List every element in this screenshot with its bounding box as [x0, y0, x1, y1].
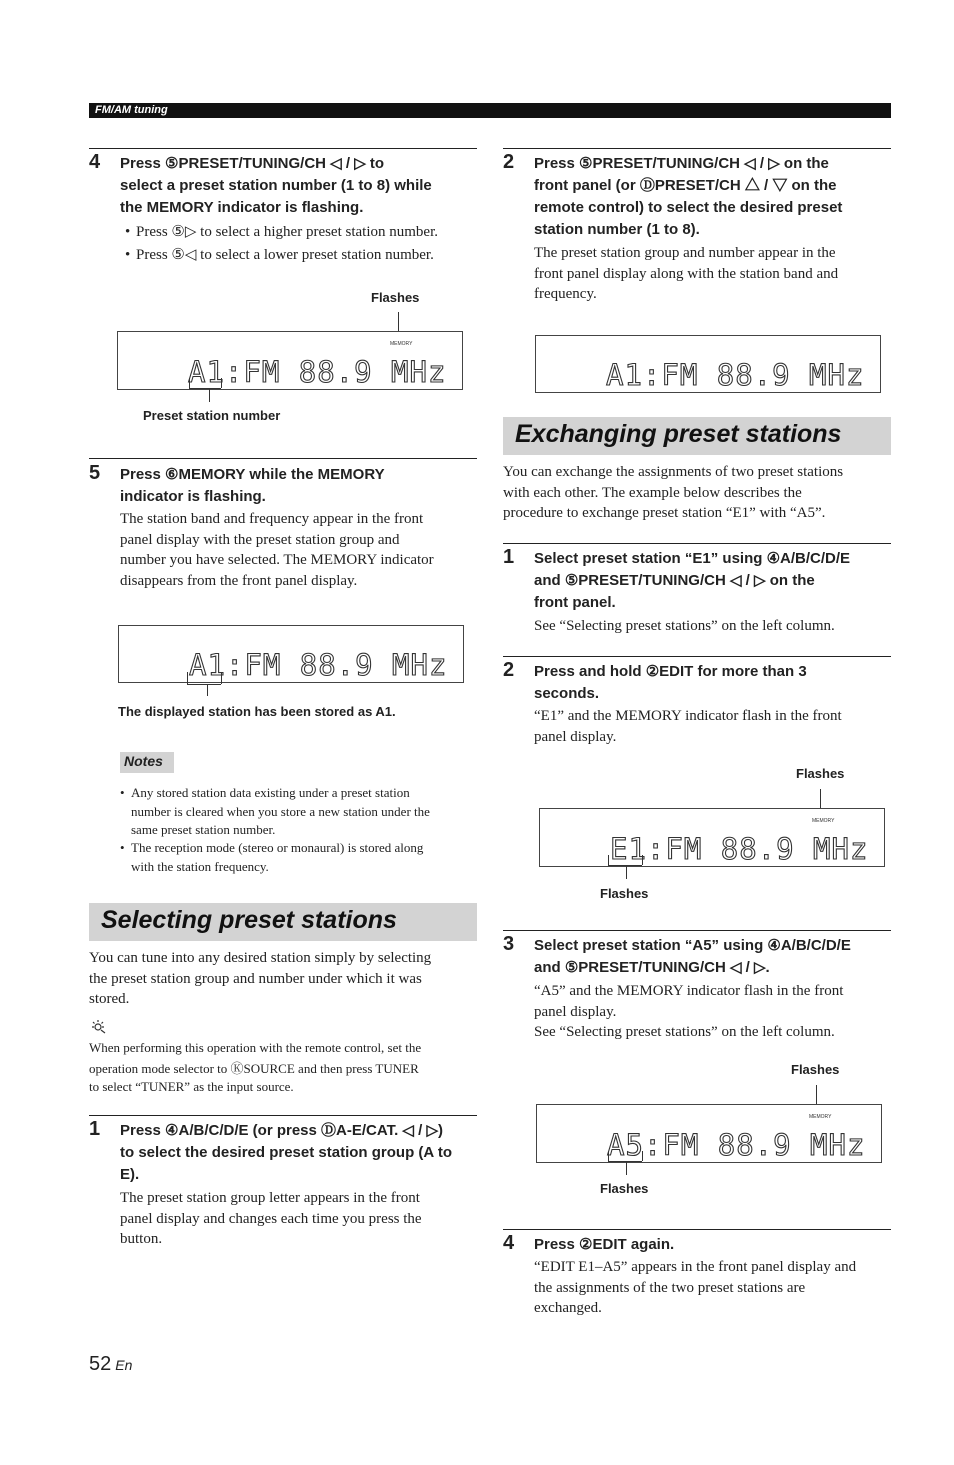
step-divider — [503, 148, 891, 149]
front-panel-display — [536, 1104, 882, 1163]
section-intro — [503, 462, 893, 524]
step-heading-line: Press ⑤PRESET/TUNING/CH ◁ / ▷ to — [120, 155, 385, 172]
step-heading — [534, 153, 894, 241]
front-panel-display — [539, 808, 885, 867]
step-body — [120, 509, 480, 591]
front-panel-display — [118, 625, 464, 683]
step-heading-line: Select preset station “A5” using ④A/B/C/D/E — [534, 937, 851, 954]
tip-line: to select “TUNER” as the input source. — [89, 1079, 294, 1094]
callout-line — [626, 1161, 627, 1175]
body-line: panel display and changes each time you press the — [120, 1210, 422, 1227]
body-line: panel display. — [534, 728, 617, 745]
bracket-left — [189, 378, 190, 388]
body-line: front panel display along with the station band and — [534, 265, 839, 282]
notes-heading — [120, 752, 174, 773]
flashes-label: Flashes — [796, 766, 845, 781]
bracket-right — [642, 855, 643, 865]
step-heading — [534, 935, 896, 979]
step-divider — [503, 930, 891, 931]
step-divider — [503, 543, 891, 544]
step-heading-line: to select the desired preset station group (A to — [120, 1144, 452, 1161]
tip-line: When performing this operation with the remote control, set the — [89, 1040, 422, 1055]
body-line: You can tune into any desired station simply by selecting — [89, 950, 432, 966]
step-heading — [534, 1234, 894, 1256]
display-readout: A1:FM 88.9 MHz — [606, 358, 865, 392]
section-tab-label: FM/AM tuning — [95, 104, 168, 116]
memory-indicator: MEMORY — [809, 1114, 832, 1120]
front-panel-display — [117, 331, 463, 390]
language-label: En — [115, 1357, 133, 1373]
step-heading — [534, 548, 896, 614]
step-number: 1 — [89, 1118, 101, 1140]
step-heading-line: remote control) to select the desired preset — [534, 199, 843, 216]
body-line: You can exchange the assignments of two preset stations — [503, 464, 844, 480]
body-line: procedure to exchange preset station “E1” with “A5”. — [503, 505, 826, 521]
body-line: panel display. — [534, 1003, 617, 1020]
display-readout: A5:FM 88.9 MHz — [607, 1128, 866, 1162]
body-line: disappears from the front panel display. — [120, 572, 358, 589]
figure-caption: Preset station number — [143, 408, 281, 423]
section-intro — [89, 948, 479, 1010]
callout-line — [207, 684, 208, 696]
step-number: 2 — [503, 151, 515, 173]
page-footer — [89, 1353, 132, 1376]
step-heading-line: indicator is flashing. — [120, 488, 266, 505]
step-divider — [503, 656, 891, 657]
step-divider — [503, 1229, 891, 1230]
callout-line — [209, 388, 210, 402]
section-title: Selecting preset stations — [101, 906, 397, 934]
notes-title: Notes — [124, 753, 163, 769]
bracket-left — [608, 1151, 609, 1161]
body-line: “A5” and the MEMORY indicator flash in the front — [534, 983, 844, 999]
body-line: See “Selecting preset stations” on the left column. — [534, 1024, 835, 1040]
bracket-right — [221, 378, 222, 388]
step-heading-line: Press ⑤PRESET/TUNING/CH ◁ / ▷ on the — [534, 155, 829, 172]
front-panel-display — [535, 335, 881, 393]
step-divider — [89, 458, 477, 459]
flashes-label: Flashes — [371, 290, 420, 305]
step-heading-line: station number (1 to 8). — [534, 221, 700, 238]
step-divider — [89, 1115, 477, 1116]
callout-line — [626, 865, 627, 879]
tip-text — [89, 1039, 481, 1097]
bullet-item: • Press ⑤◁ to select a lower preset station number. — [125, 247, 434, 263]
step-heading-line: Press ②EDIT again. — [534, 1236, 675, 1253]
memory-indicator: MEMORY — [390, 341, 413, 347]
note-item: • Any stored station data existing under a preset station number is cleared when you store a new station under the same preset station number. — [131, 784, 481, 840]
step-body — [120, 1188, 480, 1250]
bracket-bottom — [189, 388, 221, 389]
note-line: Any stored station data existing under a preset station — [131, 785, 410, 800]
step-heading-line: front panel. — [534, 594, 616, 611]
flashes-label: Flashes — [791, 1062, 840, 1077]
note-item: • The reception mode (stereo or monaural) is stored along with the station frequency. — [131, 839, 481, 876]
body-line: with each other. The example below describes the — [503, 484, 802, 501]
step-body — [534, 616, 894, 637]
body-line: “E1” and the MEMORY indicator flash in the front — [534, 708, 842, 724]
body-line: The station band and frequency appear in the front — [120, 511, 424, 527]
display-readout: E1:FM 88.9 MHz — [610, 832, 869, 866]
note-line: number is cleared when you store a new station under the — [131, 803, 430, 819]
step-heading — [120, 1120, 482, 1186]
body-line: the assignments of the two preset stations are — [534, 1279, 806, 1296]
step-heading-line: and ⑤PRESET/TUNING/CH ◁ / ▷. — [534, 959, 770, 976]
bullet-item: • Press ⑤▷ to select a higher preset station number. — [125, 224, 438, 240]
step-number: 4 — [503, 1232, 515, 1254]
step-heading-line: Press ⑥MEMORY while the MEMORY — [120, 466, 385, 483]
note-line: same preset station number. — [131, 822, 276, 837]
body-line: “EDIT E1–A5” appears in the front panel display and — [534, 1259, 857, 1275]
memory-indicator: MEMORY — [812, 818, 835, 824]
tip-line: operation mode selector to ⓀSOURCE and then press TUNER — [89, 1060, 419, 1076]
step-body — [534, 243, 894, 305]
step-heading-line: select a preset station number (1 to 8) while — [120, 177, 432, 194]
note-line: The reception mode (stereo or monaural) is stored along — [131, 840, 424, 855]
body-line: The preset station group letter appears in the front — [120, 1190, 420, 1206]
body-line: number you have selected. The MEMORY indicator — [120, 552, 434, 568]
step-number: 3 — [503, 933, 515, 955]
section-heading — [503, 417, 891, 455]
figure-caption: The displayed station has been stored as A1. — [118, 704, 396, 719]
step-heading-line: front panel (or ⒹPRESET/CH △ / ▽ on the — [534, 177, 837, 194]
tip-icon — [89, 1018, 111, 1034]
page-number: 52 — [89, 1353, 112, 1375]
step-number: 5 — [89, 462, 101, 484]
display-readout: A1:FM 88.9 MHz — [188, 355, 447, 389]
step-heading — [120, 464, 480, 508]
step-body — [534, 1257, 894, 1319]
bracket-left — [187, 672, 188, 684]
step-divider — [89, 148, 477, 149]
step-heading-line: Press and hold ②EDIT for more than 3 — [534, 663, 807, 680]
step-heading-line: Select preset station “E1” using ④A/B/C/D/E — [534, 550, 851, 567]
note-line: with the station frequency. — [131, 858, 269, 874]
bracket-right — [221, 672, 222, 684]
step-heading-line: and ⑤PRESET/TUNING/CH ◁ / ▷ on the — [534, 572, 815, 589]
display-readout: A1:FM 88.9 MHz — [189, 648, 448, 682]
step-number: 2 — [503, 659, 515, 681]
step-heading-line: the MEMORY indicator is flashing. — [120, 199, 364, 216]
step-body — [534, 706, 894, 747]
body-line: The preset station group and number appear in the — [534, 245, 836, 261]
step-heading-line: seconds. — [534, 685, 600, 702]
body-line: exchanged. — [534, 1300, 602, 1316]
body-line: button. — [120, 1231, 163, 1247]
bracket-bottom — [608, 1161, 642, 1162]
body-line: panel display with the preset station group and — [120, 531, 400, 548]
section-heading — [89, 903, 477, 941]
body-line: frequency. — [534, 286, 597, 302]
body-line: stored. — [89, 991, 130, 1007]
step-heading — [534, 661, 894, 705]
step-number: 1 — [503, 546, 515, 568]
section-header-bar — [89, 103, 891, 118]
step-number: 4 — [89, 151, 101, 173]
step-heading — [120, 153, 480, 219]
flashes-label: Flashes — [600, 1181, 649, 1196]
body-line: See “Selecting preset stations” on the left column. — [534, 618, 835, 634]
bracket-bottom — [187, 684, 221, 685]
step-body — [534, 981, 894, 1043]
bracket-right — [642, 1151, 643, 1161]
step-heading-line: Press ④A/B/C/D/E (or press ⒹA-E/CAT. ◁ / ▷) — [120, 1122, 443, 1139]
section-title: Exchanging preset stations — [515, 420, 842, 448]
bracket-bottom — [608, 865, 642, 866]
bracket-left — [608, 855, 609, 865]
step-heading-line: E). — [120, 1166, 140, 1183]
body-line: the preset station group and number under which it was — [89, 970, 422, 987]
flashes-label: Flashes — [600, 886, 649, 901]
